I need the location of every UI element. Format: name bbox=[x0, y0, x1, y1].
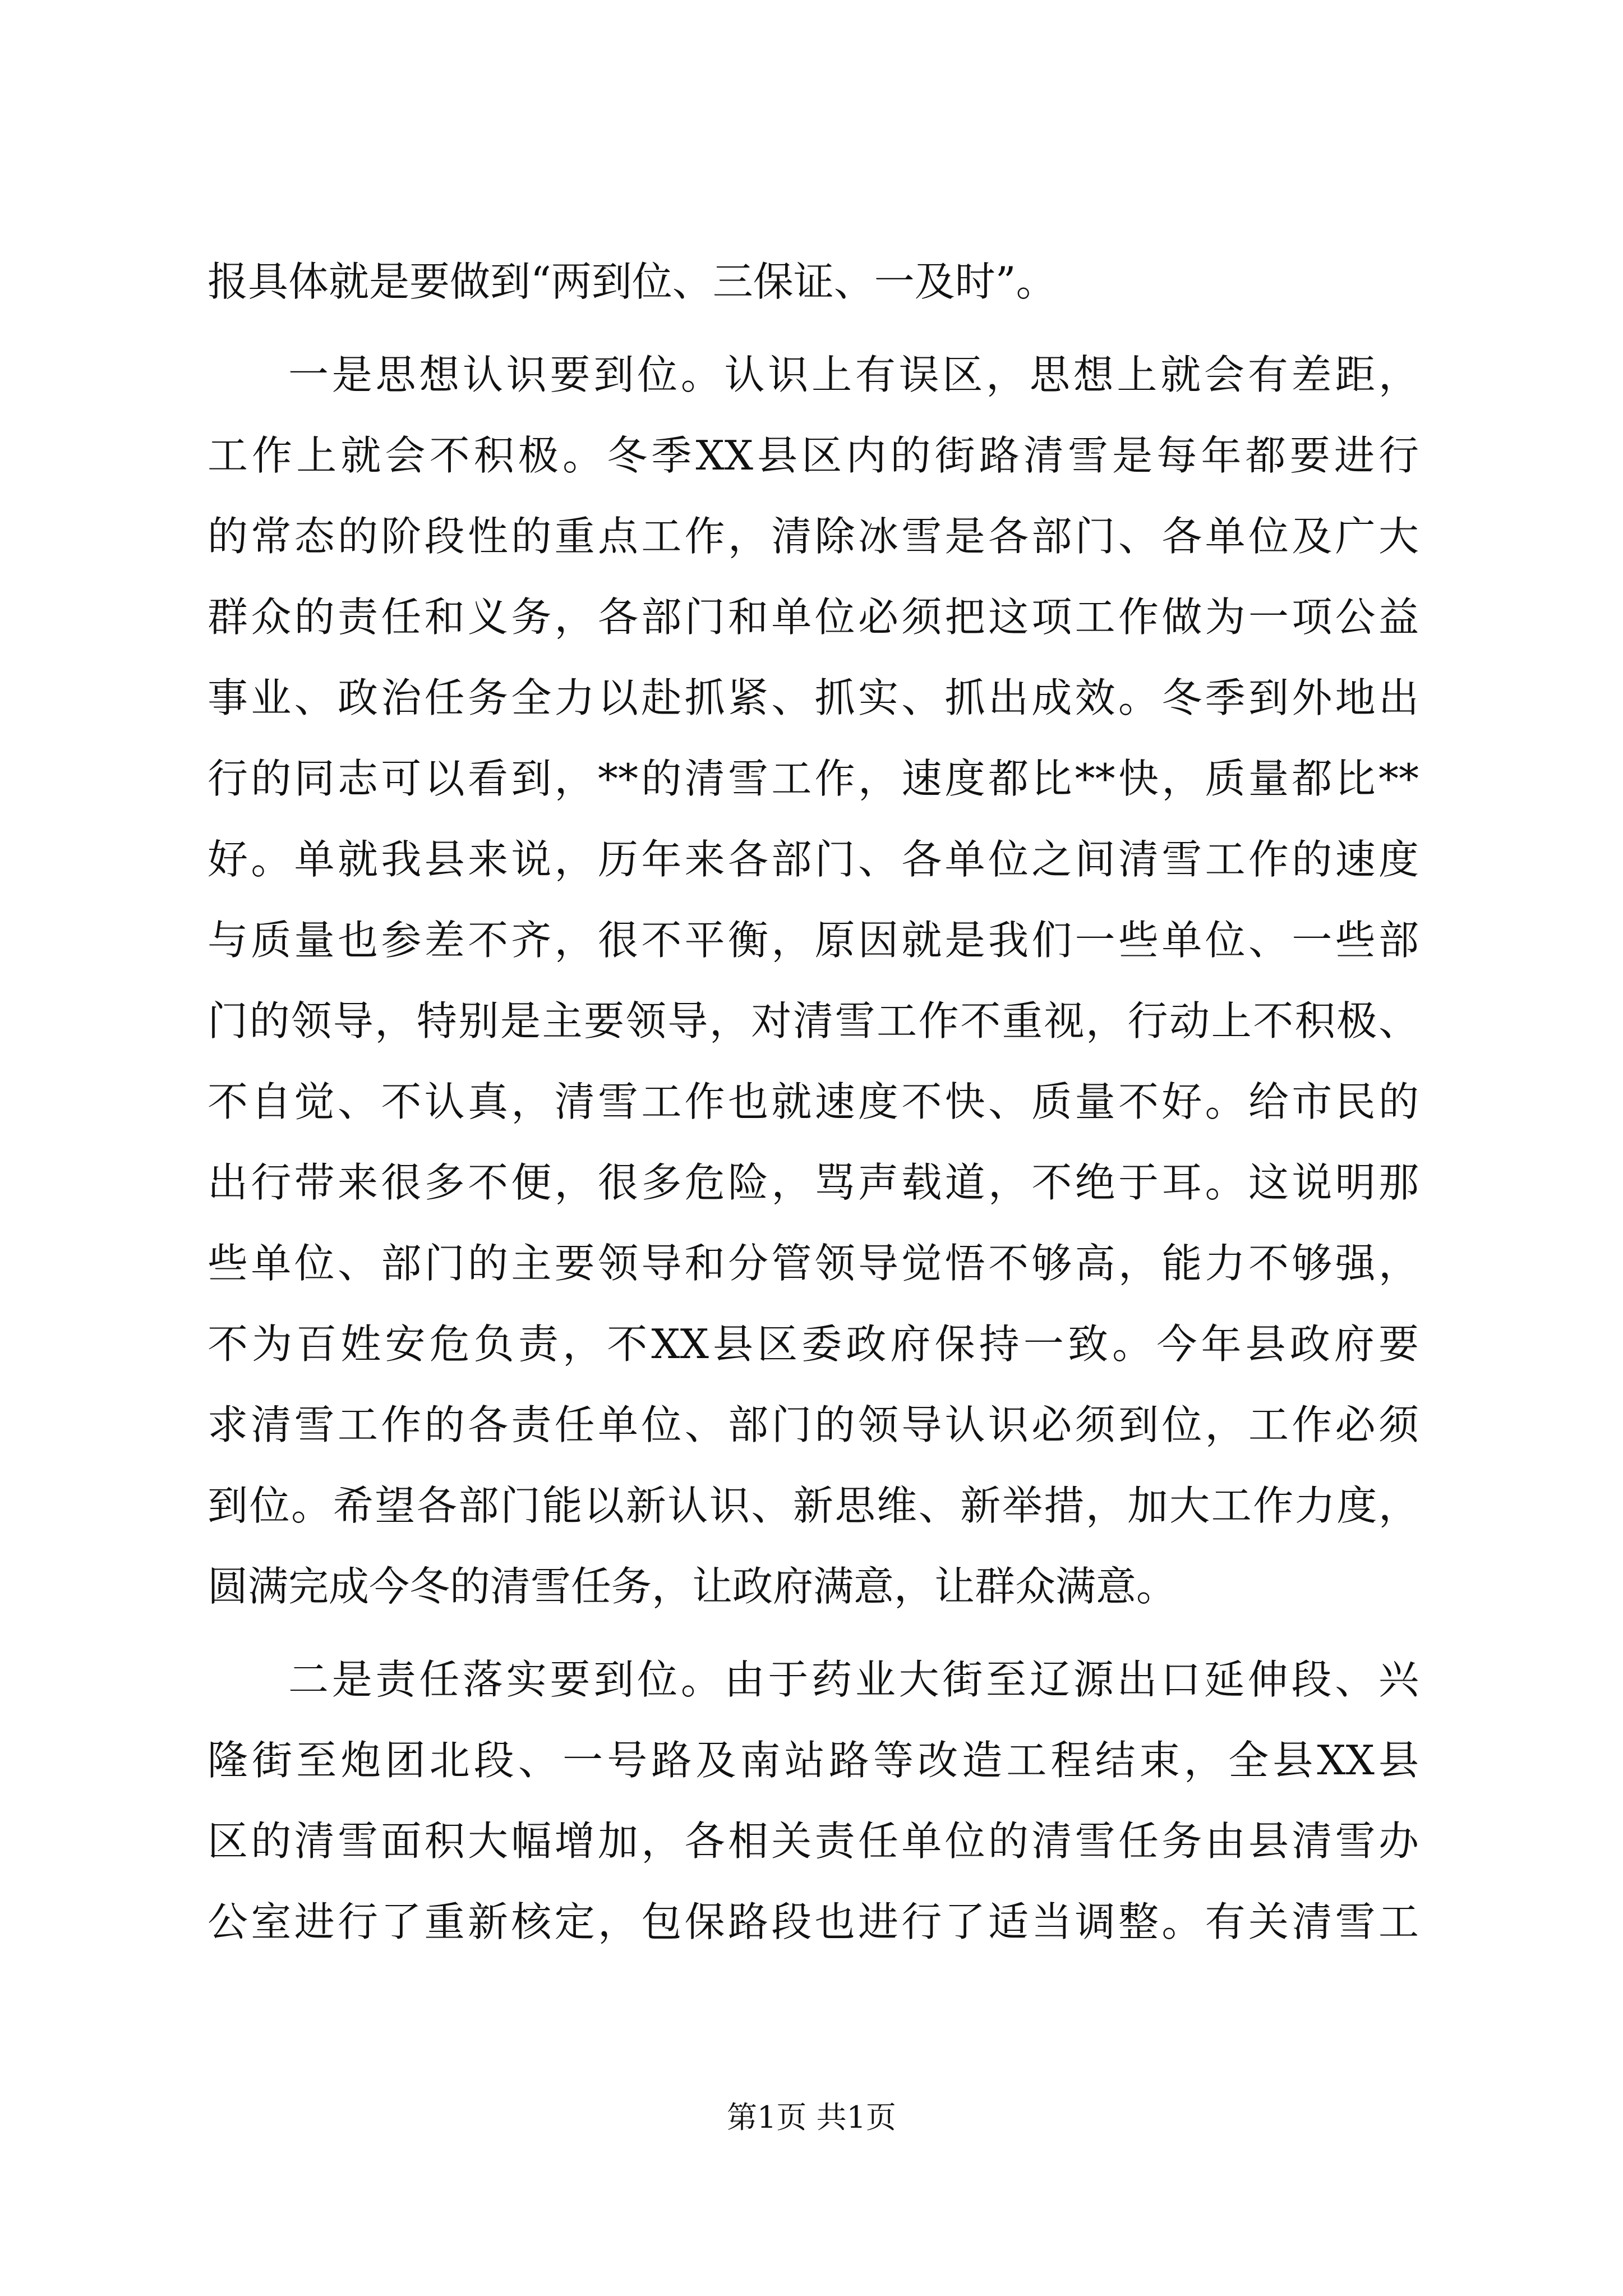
paragraph-first-line: 一是思想认识要到位。认识上有误区，思想上就会有差距， bbox=[288, 351, 1419, 398]
text-line: 到位。希望各部门能以新认识、新思维、新举措，加大工作力度， bbox=[208, 1482, 1419, 1529]
page-footer bbox=[0, 2095, 1623, 2140]
text-line: 隆街至炮团北段、一号路及南站路等改造工程结束，全县XX县 bbox=[208, 1737, 1419, 1784]
text-line: 不为百姓安危负责，不XX县区委政府保持一致。今年县政府要 bbox=[208, 1320, 1419, 1368]
page-number-label: 第1页 共1页 bbox=[727, 2100, 896, 2135]
text-line: 区的清雪面积大幅增加，各相关责任单位的清雪任务由县清雪办 bbox=[208, 1818, 1419, 1865]
paragraph-first-line: 二是责任落实要到位。由于药业大街至辽源出口延伸段、兴 bbox=[288, 1656, 1419, 1703]
text-line: 报具体就是要做到“两到位、三保证、一及时”。 bbox=[208, 258, 1057, 305]
text-line: 公室进行了重新核定，包保路段也进行了适当调整。有关清雪工 bbox=[208, 1898, 1419, 1945]
text-line: 工作上就会不积极。冬季XX县区内的街路清雪是每年都要进行 bbox=[208, 432, 1419, 479]
text-line: 出行带来很多不便，很多危险，骂声载道，不绝于耳。这说明那 bbox=[208, 1159, 1419, 1206]
text-line: 事业、政治任务全力以赴抓紧、抓实、抓出成效。冬季到外地出 bbox=[208, 674, 1419, 721]
text-line: 好。单就我县来说，历年来各部门、各单位之间清雪工作的速度 bbox=[208, 836, 1419, 883]
text-line: 的常态的阶段性的重点工作，清除冰雪是各部门、各单位及广大 bbox=[208, 513, 1419, 560]
text-line: 圆满完成今冬的清雪任务，让政府满意，让群众满意。 bbox=[208, 1563, 1177, 1610]
text-line: 行的同志可以看到，**的清雪工作，速度都比**快，质量都比** bbox=[208, 755, 1419, 802]
text-line: 与质量也参差不齐，很不平衡，原因就是我们一些单位、一些部 bbox=[208, 917, 1419, 964]
text-line: 门的领导，特别是主要领导，对清雪工作不重视，行动上不积极、 bbox=[208, 997, 1419, 1045]
text-line: 些单位、部门的主要领导和分管领导觉悟不够高，能力不够强， bbox=[208, 1240, 1419, 1287]
document-body bbox=[208, 241, 1419, 1962]
text-line: 不自觉、不认真，清雪工作也就速度不快、质量不好。给市民的 bbox=[208, 1078, 1419, 1125]
text-line: 求清雪工作的各责任单位、部门的领导认识必须到位，工作必须 bbox=[208, 1401, 1419, 1448]
text-line: 群众的责任和义务，各部门和单位必须把这项工作做为一项公益 bbox=[208, 593, 1419, 641]
